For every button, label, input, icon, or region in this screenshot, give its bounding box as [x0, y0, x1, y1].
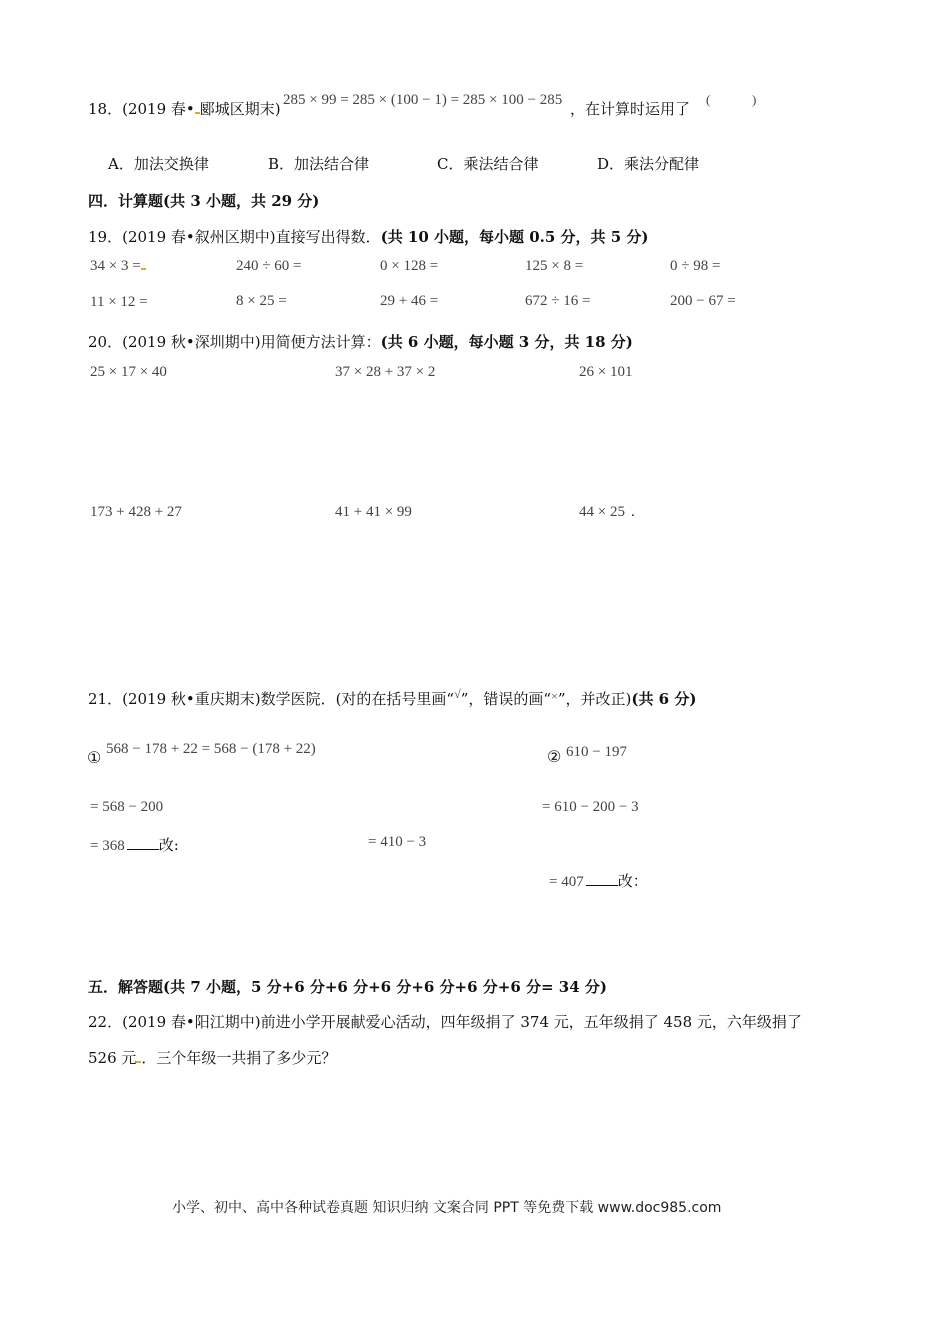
q18-option-d: D．乘法分配律 [597, 155, 700, 173]
q21-p1-label: ① [87, 748, 102, 767]
q20-r1-c3: 26 × 101 [579, 364, 633, 380]
q18-formula: 285 × 99 = 285 × (100 − 1) = 285 × 100 − 285 [283, 92, 563, 108]
q18-paren-open: ( [706, 92, 711, 107]
q18-option-b: B．加法结合律 [268, 155, 370, 173]
q21-text-a: 21．(2019 秋•重庆期末)数学医院．(对的在括号里画“ [88, 690, 455, 708]
q20-dot: . [630, 504, 635, 520]
q21-p2-fix-label: 改： [617, 872, 648, 890]
q19-r2-c5: 200 − 67 = [670, 293, 736, 309]
cross-mark-icon: × [551, 689, 558, 703]
q21-score: (共 6 分) [631, 690, 697, 708]
q20-r2-c2: 41 + 41 × 99 [335, 504, 412, 520]
check-mark-icon: √ [454, 687, 461, 701]
q19-r2-c3: 29 + 46 = [380, 293, 439, 309]
q19-r1-c2: 240 ÷ 60 = [236, 258, 302, 274]
q21-p1-line1: 568 − 178 + 22 = 568 − (178 + 22) [106, 741, 316, 757]
q19-r2-c4: 672 ÷ 16 = [525, 293, 591, 309]
q18-option-c: C．乘法结合律 [437, 155, 539, 173]
q20-score: (共 6 小题，每小题 3 分，共 18 分) [380, 333, 633, 351]
q18-paren-close: ) [752, 92, 757, 107]
q19-stem [88, 226, 649, 247]
q21-text-c: ”，并改正) [557, 690, 632, 708]
q21-p2-line2: = 610 − 200 − 3 [542, 799, 639, 815]
q18-option-a: A．加法交换律 [108, 155, 209, 173]
q20-r2-c3: 44 × 25 . [579, 504, 635, 520]
q21-text-b: ”，错误的画“ [460, 690, 552, 708]
q21-stem [88, 688, 696, 709]
q19-r1-c1: 34 × 3 = [90, 258, 146, 275]
section-5-title: 五．解答题(共 7 小题，5 分+6 分+6 分+6 分+6 分+6 分+6 分= 34 分) [88, 978, 607, 996]
page-footer: 小学、初中、高中各种试卷真题 知识归纳 文案合同 PPT 等免费下载 www.doc985.com [172, 1200, 722, 1216]
q19-r1-c5: 0 ÷ 98 = [670, 258, 721, 274]
q19-r1-c3: 0 × 128 = [380, 258, 439, 274]
q20-stem [88, 331, 633, 352]
q19-r2-c2: 8 × 25 = [236, 293, 287, 309]
edit-mark [141, 268, 146, 270]
q18-suffix: ，在计算时运用了 [570, 100, 691, 118]
q21-p1-fix-label: 改: [158, 836, 179, 854]
q18-stem [88, 98, 281, 119]
q18-prefix: 18．(2019 春• [88, 100, 195, 118]
section-4-title: 四．计算题(共 3 小题，共 29 分) [88, 192, 320, 210]
q21-p1-line2: = 568 − 200 [90, 799, 164, 815]
q19-score: (共 10 小题，每小题 0.5 分，共 5 分) [380, 228, 649, 246]
q21-p2-line4: = 407 改： [549, 872, 648, 890]
q22-line2: 526 元 ．三个年级一共捐了多少元？ [88, 1049, 337, 1067]
q19-r1-c4: 125 × 8 = [525, 258, 584, 274]
q20-r1-c2: 37 × 28 + 37 × 2 [335, 364, 436, 380]
q21-p1-answer-blank[interactable] [127, 835, 159, 850]
q21-p2-answer-blank[interactable] [586, 871, 618, 886]
q22-line1: 22．(2019 春•阳江期中)前进小学开展献爱心活动，四年级捐了 374 元，五年级捐了 458 元，六年级捐了 [88, 1013, 802, 1031]
q19-text: 19．(2019 春•叙州区期中)直接写出得数． [88, 228, 381, 246]
q21-p1-line3: = 368 改: [90, 836, 179, 854]
q19-r2-c1: 11 × 12 = [90, 294, 148, 310]
q20-r1-c1: 25 × 17 × 40 [90, 364, 167, 380]
q18-source: 郾城区期末) [199, 100, 281, 118]
q20-r2-c1: 173 + 428 + 27 [90, 504, 182, 520]
q21-p2-line3: = 410 − 3 [368, 834, 427, 850]
q21-p2-label: ② [547, 747, 562, 766]
q20-text: 20．(2019 秋•深圳期中)用简便方法计算： [88, 333, 381, 351]
q21-p2-line1: 610 − 197 [566, 744, 627, 760]
